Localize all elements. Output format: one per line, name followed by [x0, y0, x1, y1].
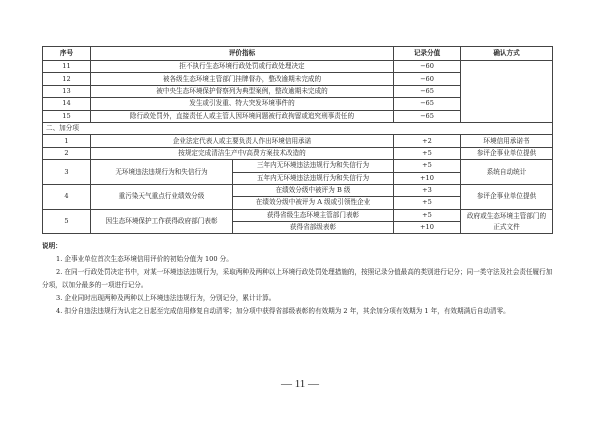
table-row — [43, 209, 553, 221]
sub-indicator-cell: 获得省部级表彰 — [233, 222, 394, 234]
table-row — [43, 160, 553, 172]
indicator-cell: 被中央生态环境保护督察列为典型案例，整改逾期未完成的 — [91, 85, 394, 97]
page-number: — 11 — — [280, 378, 320, 390]
score-cell: −60 — [394, 73, 461, 85]
note-item: 2. 在同一行政处罚决定书中，对某一环境违法违规行为，采取两种及两种以上环境行政处罚处理措施的，按照记录分值最高的类别进行记分；同一类守法及社会责任履行加分项，以加分最多的一项进行记分。 — [42, 268, 553, 289]
confirm-cell: 参评企事业单位提供 — [461, 184, 553, 209]
note-item: 4. 扣分自违法违规行为认定之日起至完成信用修复自动清零；加分项中获得省部级表彰的有效期为 2 年，其余加分项有效期为 1 年，有效期满后自动清零。 — [56, 307, 510, 315]
score-cell: −60 — [394, 61, 461, 73]
table-row — [43, 135, 553, 147]
confirm-cell — [461, 61, 553, 123]
score-cell: +5 — [394, 209, 461, 221]
indicator-cell: 除行政处罚外，直接责任人或主管人因环境问题被行政拘留或追究刑事责任的 — [91, 110, 394, 122]
score-cell: +5 — [394, 160, 461, 172]
seq-cell: 13 — [43, 85, 91, 97]
score-cell: −65 — [394, 85, 461, 97]
confirm-cell: 参评企事业单位提供 — [461, 147, 553, 159]
confirm-cell: 系统自动统计 — [461, 160, 553, 185]
seq-cell: 2 — [43, 147, 91, 159]
score-cell: +2 — [394, 135, 461, 147]
notes — [42, 240, 554, 318]
sub-indicator-cell: 在绩效分级中被评为 A 级或引领性企业 — [233, 197, 394, 209]
indicator-cell: 按规定完成清洁生产中/高费方案技术改造的 — [91, 147, 394, 159]
seq-cell: 12 — [43, 73, 91, 85]
sub-indicator-cell: 在绩效分级中被评为 B 级 — [233, 184, 394, 196]
score-cell: +5 — [394, 197, 461, 209]
note-item: 3. 企业同时出现两种及两种以上环境违法违规行为，分别记分，累计计算。 — [56, 294, 276, 302]
indicator-cell: 被各级生态环境主管部门挂牌督办，整改逾期未完成的 — [91, 73, 394, 85]
seq-cell: 5 — [43, 209, 91, 234]
table-row — [43, 184, 553, 196]
table-row — [43, 61, 553, 73]
sub-indicator-cell: 获得省级生态环境主管部门表彰 — [233, 209, 394, 221]
seq-cell: 15 — [43, 110, 91, 122]
sub-indicator-cell: 三年内无环境违法违规行为和失信行为 — [233, 160, 394, 172]
seq-cell: 3 — [43, 160, 91, 185]
section-title: 二、加分项 — [43, 122, 553, 134]
indicator-cell: 企业法定代表人或主要负责人作出环境信用承诺 — [91, 135, 394, 147]
seq-cell: 1 — [43, 135, 91, 147]
indicator-cell: 重污染天气重点行业绩效分级 — [91, 184, 233, 209]
score-cell: +10 — [394, 222, 461, 234]
confirm-cell: 环境信用承诺书 — [461, 135, 553, 147]
score-cell: −65 — [394, 98, 461, 110]
section-row — [43, 122, 553, 134]
evaluation-table — [42, 46, 553, 234]
seq-cell: 11 — [43, 61, 91, 73]
table-header — [43, 47, 553, 61]
score-cell: +3 — [394, 184, 461, 196]
indicator-cell: 因生态环境保护工作获得政府部门表彰 — [91, 209, 233, 234]
confirm-cell: 政府或生态环境主管部门的正式文件 — [461, 209, 553, 234]
header-confirm: 确认方式 — [461, 47, 553, 61]
seq-cell: 14 — [43, 98, 91, 110]
header-seq: 序号 — [43, 47, 91, 61]
note-item: 1. 企事业单位首次生态环境信用评价的初始分值为 100 分。 — [56, 255, 233, 263]
sub-indicator-cell: 五年内无环境违法违规行为和失信行为 — [233, 172, 394, 184]
score-cell: −65 — [394, 110, 461, 122]
indicator-cell: 无环境违法违规行为和失信行为 — [91, 160, 233, 185]
seq-cell: 4 — [43, 184, 91, 209]
table-row — [43, 147, 553, 159]
indicator-cell: 发生或引发重、特大突发环境事件的 — [91, 98, 394, 110]
score-cell: +10 — [394, 172, 461, 184]
header-indicator: 评价指标 — [91, 47, 394, 61]
indicator-cell: 拒不执行生态环境行政处罚或行政处理决定 — [91, 61, 394, 73]
notes-title: 说明： — [42, 242, 62, 250]
header-score: 记录分值 — [394, 47, 461, 61]
score-cell: +5 — [394, 147, 461, 159]
